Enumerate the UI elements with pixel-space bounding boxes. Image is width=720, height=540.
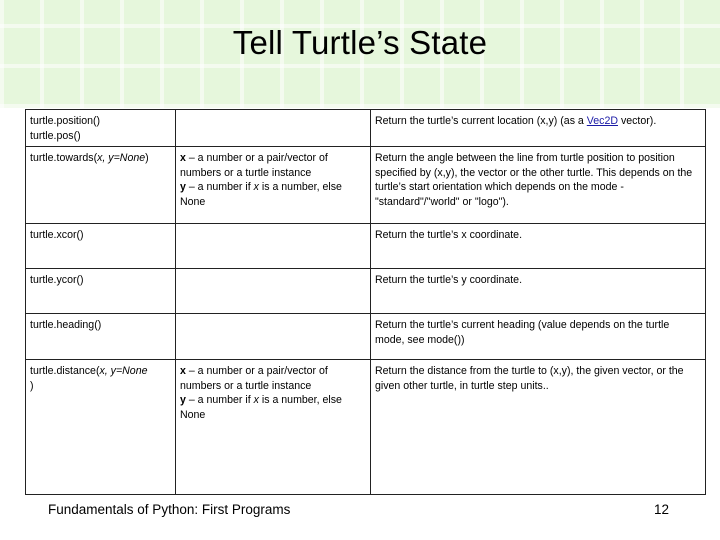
method-name: turtle.position(): [30, 115, 101, 127]
method-cell: [26, 314, 176, 360]
description-cell: Return the turtle’s y coordinate.: [371, 269, 706, 314]
params-cell: [176, 147, 371, 224]
method-name: ): [30, 379, 34, 392]
description-cell: Return the angle between the line from turtle position to position specified by (x,y), the vector or the other turtle. This depends on the turtle’s start orientation which depends on the mode - "standard"/"world" or "logo").: [371, 147, 706, 224]
param-text: is a number, else None: [180, 394, 342, 421]
description-cell: Return the distance from the turtle to (x,y), the given vector, or the given other turtle, in turtle step units..: [371, 360, 706, 495]
param-text: x: [253, 394, 259, 406]
method-args: x, y=None: [99, 365, 148, 377]
vec2d-link[interactable]: Vec2D: [586, 115, 618, 127]
param-text: – a number if: [185, 181, 254, 193]
description-text: vector).: [618, 115, 657, 127]
method-args: x, y=None: [97, 152, 146, 164]
param-y: [180, 180, 366, 209]
description-cell: Return the turtle’s x coordinate.: [371, 224, 706, 269]
param-name: y: [180, 181, 186, 193]
param-text: – a number or a pair/vector of numbers or a turtle instance: [180, 152, 328, 179]
turtle-state-table: [25, 109, 706, 495]
method-name: turtle.distance(: [30, 365, 100, 377]
param-text: is a number, else None: [180, 181, 342, 208]
params-cell: [176, 360, 371, 495]
slide-header-band: [0, 0, 720, 108]
slide-title: Tell Turtle’s State: [232, 24, 488, 61]
description-cell: Return the turtle’s current heading (value depends on the turtle mode, see mode()): [371, 314, 706, 360]
param-text: – a number or a pair/vector of numbers or a turtle instance: [180, 365, 328, 392]
table-row: [26, 269, 706, 314]
method-name: turtle.ycor(): [30, 274, 84, 286]
table-row: [26, 110, 706, 147]
method-name: turtle.pos(): [30, 129, 81, 142]
param-x: [180, 151, 366, 180]
method-cell: [26, 110, 176, 147]
param-text: – a number if: [185, 394, 254, 406]
params-cell: [176, 110, 371, 147]
table-row: [26, 314, 706, 360]
method-name: turtle.heading(): [30, 319, 102, 331]
params-cell: [176, 224, 371, 269]
method-name: ): [145, 152, 149, 164]
param-name: y: [180, 394, 186, 406]
params-cell: [176, 314, 371, 360]
method-name: turtle.xcor(): [30, 229, 84, 241]
param-x: [180, 364, 366, 393]
table-row: [26, 224, 706, 269]
table-row: [26, 360, 706, 495]
param-text: x: [253, 181, 259, 193]
method-cell: [26, 147, 176, 224]
params-cell: [176, 269, 371, 314]
method-cell: [26, 360, 176, 495]
table-row: [26, 147, 706, 224]
slide-footer: Fundamentals of Python: First Programs: [48, 502, 291, 517]
description-text: Return the turtle’s current location (x,y) (as a: [375, 115, 587, 127]
param-y: [180, 393, 366, 422]
method-cell: [26, 269, 176, 314]
method-name: turtle.towards(: [30, 152, 98, 164]
page-number: 12: [654, 502, 670, 517]
param-name: x: [180, 365, 186, 377]
param-name: x: [180, 152, 186, 164]
description-cell: [371, 110, 706, 147]
method-cell: [26, 224, 176, 269]
